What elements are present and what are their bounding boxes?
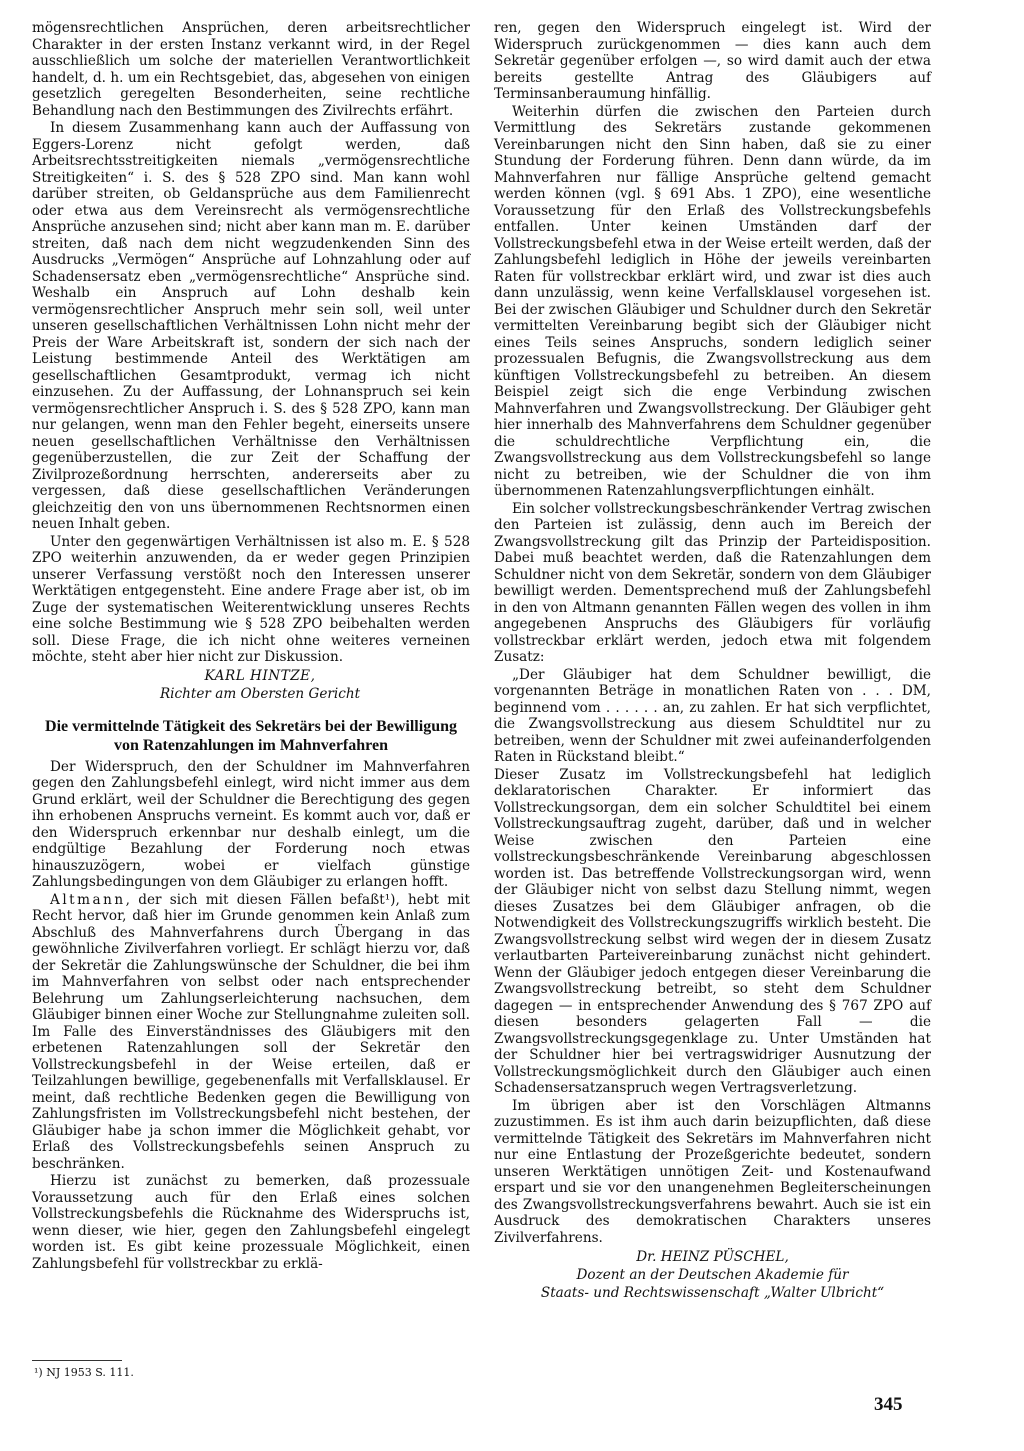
author-affiliation-line2: Staats- und Rechtswissenschaft „Walter Ulbricht“ [540,1285,885,1301]
quotation: „Der Gläubiger hat dem Schuldner bewilligt, die vorgenannten Beträge in monatlichen Raten von . . . DM, beginnend vom . . . . . . an, zu zahlen. Er hat sich verpflichtet, die Zwangsvollstreckung aus diesem Schuldtitel nur zu betreiben, wenn der Schuldner mit zwei aufeinanderfolgenden Raten in Rückstand bleibt.“ [494,666,931,765]
author-name: KARL HINTZE, [204,667,316,684]
paragraph-eggers-lorenz: In diesem Zusammenhang kann auch der Auffassung von Eggers-Lorenz nicht gefolgt werden, daß Arbeitsrechtsstreitigkeiten niemals „vermögensrechtliche Streitigkeiten“ i. S. des § 528 ZPO sind. Man kann wohl darüber streiten, ob Geldansprüche aus dem Familienrecht oder etwa aus dem Vereinsrecht als vermögensrechtliche Ansprüche anzusehen sind; nicht aber kann man m. E. darüber streiten, daß nach dem nicht wegzudenkenden Sinn des Ausdrucks „Vermögen“ Ansprüche auf Lohnzahlung oder auf Schadensersatz eben „vermögensrechtliche“ Ansprüche sind. Weshalb ein Anspruch auf Lohn deshalb kein vermögensrechtlicher Anspruch mehr sein soll, weil unter unseren gesellschaftlichen Verhältnissen Lohn nicht mehr der Preis der Ware Arbeitskraft ist, sondern der sich nach der Leistung bestimmende Anteil des Werktätigen am gesellschaftlichen Gesamtprodukt, vermag ich nicht einzusehen. Zu der Auffassung, der Lohnanspruch sei kein vermögensrechtlicher Anspruch i. S. des § 528 ZPO, kann man nur gelangen, wenn man den Fehler begeht, einerseits unsere neuen gesellschaftlichen Verhältnisse den Verhältnissen gegenüberzustellen, die zur Zeit der Schaffung der Zivilprozeßordnung herrschten, andererseits aber zu vergessen, daß diese gesellschaftlichen Veränderungen gleichzeitig den von uns übernommenen Rechtsnormen einen neuen Inhalt geben. [32,120,470,532]
footnote: ¹) NJ 1953 S. 111. [34,1366,134,1379]
signature-hintze [32,668,470,703]
paragraph-continuation: mögensrechtlichen Ansprüchen, deren arbeitsrechtlicher Charakter in der ersten Instanz verkannt wird, in der Regel ausschließlich um solche der materiellen Verantwortlichkeit handelt, d. h. um ein Rechtsgebiet, das, abgesehen von einigen gesetzlich geregelten Besonderheiten, seine rechtliche Behandlung nach den Bestimmungen des Zivilrechts erfährt. [32,20,470,119]
page-number: 345 [874,1394,903,1415]
right-column [494,20,931,1302]
author-affiliation-line1: Dozent an der Deutschen Akademie für [576,1267,849,1283]
paragraph-zusatz: Dieser Zusatz im Vollstreckungsbefehl hat lediglich deklaratorischen Charakter. Er informiert das Vollstreckungsorgan, dem ein solcher Schuldtitel bei einem Vollstreckungsauftrag zugeht, darüber, daß und in welcher Weise zwischen den Parteien eine vollstreckungsbeschränkende Vereinbarung abgeschlossen worden ist. Das betreffende Vollstreckungsorgan wird, wenn der Gläubiger nicht von selbst dazu Stellung nimmt, wegen dieses Zusatzes bei dem Gläubiger anfragen, ob die Notwendigkeit des Vollstreckungszugriffs wirklich besteht. Die Zwangsvollstreckung selbst wird wegen der in diesem Zusatz verlautbarten Parteivereinbarung zunächst nicht gehindert. Wenn der Gläubiger jedoch entgegen dieser Vereinbarung die Zwangsvollstreckung betreibt, so steht dem Schuldner dagegen — in entsprechender Anwendung des § 767 ZPO auf diesen besonders gelagerten Fall — die Zwangsvollstreckungsgegenklage zu. Unter Umständen hat der Schuldner hier bei vertragswidriger Ausnutzung der Vollstreckungsmöglichkeit durch den Gläubiger auch einen Schadensersatzanspruch wegen Vertragsverletzung. [494,766,931,1096]
author-name: Dr. HEINZ PÜSCHEL, [636,1249,789,1265]
footnote-rule [32,1360,122,1361]
paragraph-altmann [32,892,470,1173]
paragraph-conclusion: Unter den gegenwärtigen Verhältnissen ist also m. E. § 528 ZPO weiterhin anzuwenden, da er weder gegen Prinzipien unserer Verfassung verstößt noch den Interessen unserer Werktätigen entgegensteht. Eine andere Frage aber ist, ob im Zuge der systematischen Weiterentwicklung unseres Rechts eine solche Bestimmung wie § 528 ZPO beibehalten werden soll. Diese Frage, die ich nicht ohne weiteres verneinen möchte, steht aber hier nicht zur Diskussion. [32,533,470,665]
altmann-name: Altmann [50,891,126,908]
paragraph-weiterhin: Weiterhin dürfen die zwischen den Parteien durch Vermittlung des Sekretärs zustande gekommenen Vereinbarungen nicht den Sinn haben, daß sie zu einer Stundung der Forderung führen. Denn dann würde, da im Mahnverfahren nur fällige Ansprüche geltend gemacht werden können (vgl. § 691 Abs. 1 ZPO), eine wesentliche Voraussetzung für den Erlaß des Vollstreckungsbefehls entfallen. Unter keinen Umständen darf der Vollstreckungsbefehl etwa in der Weise erteilt werden, daß der Zahlungsbefehl lediglich in Höhe der jeweils vereinbarten Raten für vollstreckbar erklärt wird, und zwar ist dies auch dann unzulässig, wenn keine Verfallsklausel vorgesehen ist. Bei der zwischen Gläubiger und Schuldner durch den Sekretär vermittelten Vereinbarung begibt sich der Gläubiger nicht eines Teils seines Anspruchs, sondern lediglich seiner prozessualen Befugnis, die Zwangsvollstreckung aus dem künftigen Vollstreckungsbefehl zu betreiben. An diesem Beispiel zeigt sich die enge Verbindung zwischen Mahnverfahren und Zwangsvollstreckung. Der Gläubiger geht hier innerhalb des Mahnverfahrens dem Schuldner gegenüber die schuldrechtliche Verpflichtung ein, die Zwangsvollstreckung aus dem Vollstreckungsbefehl so lange nicht zu betreiben, wie der Schuldner die von ihm übernommenen Ratenzahlungsverpflichtungen einhält. [494,103,931,499]
paragraph-widerspruch: Der Widerspruch, den der Schuldner im Mahnverfahren gegen den Zahlungsbefehl einlegt, wird nicht immer aus dem Grund erklärt, weil der Schuldner die Berechtigung des gegen ihn erhobenen Anspruchs verneint. Es kommt auch vor, daß er den Widerspruch erkennbar nur deshalb einlegt, um die endgültige Bezahlung der Forderung noch etwas hinauszuzögern, wobei er vielfach günstige Zahlungsbedingungen von dem Gläubiger zu erlangen hofft. [32,758,470,890]
paragraph-continuation-right: ren, gegen den Widerspruch eingelegt ist. Wird der Widerspruch zurückgenommen — dies kann auch dem Sekretär gegenüber erfolgen —, so wird damit auch der etwa bereits gestellte Antrag des Gläubigers auf Terminsanberaumung hinfällig. [494,20,931,102]
altmann-text: , der sich mit diesen Fällen befaßt¹), hebt mit Recht hervor, daß hier im Grunde genommen kein Anlaß zum Abschluß des Mahnverfahrens durch Übergang in das gewöhnliche Zivilverfahren vorliegt. Er schlägt hierzu vor, daß der Sekretär die Zahlungswünsche der Schuldner, die bei ihm im Mahnverfahren von selbst oder nach entsprechender Belehrung um Zahlungserleichterung nachsuchen, dem Gläubiger binnen einer Woche zur Stellungnahme zuleiten soll. Im Falle des Einverständnisses des Gläubigers mit den erbetenen Ratenzahlungen soll der Sekretär den Vollstreckungsbefehl in der Weise erteilen, daß er Teilzahlungen bewillige, gegebenenfalls mit Verfallsklausel. Er meint, daß rechtliche Bedenken gegen die Bewilligung von Zahlungsfristen im Vollstreckungsbefehl nicht bestehen, der Gläubiger habe ja schon immer die Möglichkeit gehabt, vor Erlaß des Vollstreckungsbefehls seinen Anspruch zu beschränken. [32,891,470,1172]
paragraph-uebrigen: Im übrigen aber ist den Vorschlägen Altmanns zuzustimmen. Es ist ihm auch darin beizupflichten, daß diese vermittelnde Tätigkeit des Sekretärs im Mahnverfahren nicht nur eine Entlastung der Prozeßgerichte bedeutet, sondern unseren Werktätigen unnötigen Zeit- und Kostenaufwand erspart und sie vor den unangenehmen Begleiterscheinungen des Zwangsvollstreckungsverfahrens bewahrt. Auch sie ist ein Ausdruck des demokratischen Charakters unseres Zivilverfahrens. [494,1097,931,1246]
paragraph-hierzu: Hierzu ist zunächst zu bemerken, daß prozessuale Voraussetzung auch für den Erlaß eines solchen Vollstreckungsbefehls die Rücknahme des Widerspruchs ist, wenn dieser, wie hier, gegen den Zahlungsbefehl eingelegt worden ist. Es gibt keine prozessuale Möglichkeit, einen Zahlungsbefehl für vollstreckbar zu erklä- [32,1173,470,1272]
left-column [32,20,470,1273]
author-title: Richter am Obersten Gericht [159,685,361,702]
article-heading: Die vermittelnde Tätigkeit des Sekretärs bei der Bewilligung von Ratenzahlungen im Mahnverfahren [45,717,457,754]
signature-pueschel [494,1248,931,1302]
paragraph-vertrag: Ein solcher vollstreckungsbeschränkender Vertrag zwischen den Parteien ist zulässig, denn auch im Bereich der Zwangsvollstreckung gilt das Prinzip der Parteidisposition. Dabei muß beachtet werden, daß die Ratenzahlungen dem Schuldner nicht von dem Sekretär, sondern von dem Gläubiger bewilligt werden. Dementsprechend muß der Zahlungsbefehl in den von Altmann genannten Fällen wegen des vollen in ihm angegebenen Anspruchs des Gläubigers für vorläufig vollstreckbar erklärt werden, jedoch etwa mit folgendem Zusatz: [494,500,931,665]
